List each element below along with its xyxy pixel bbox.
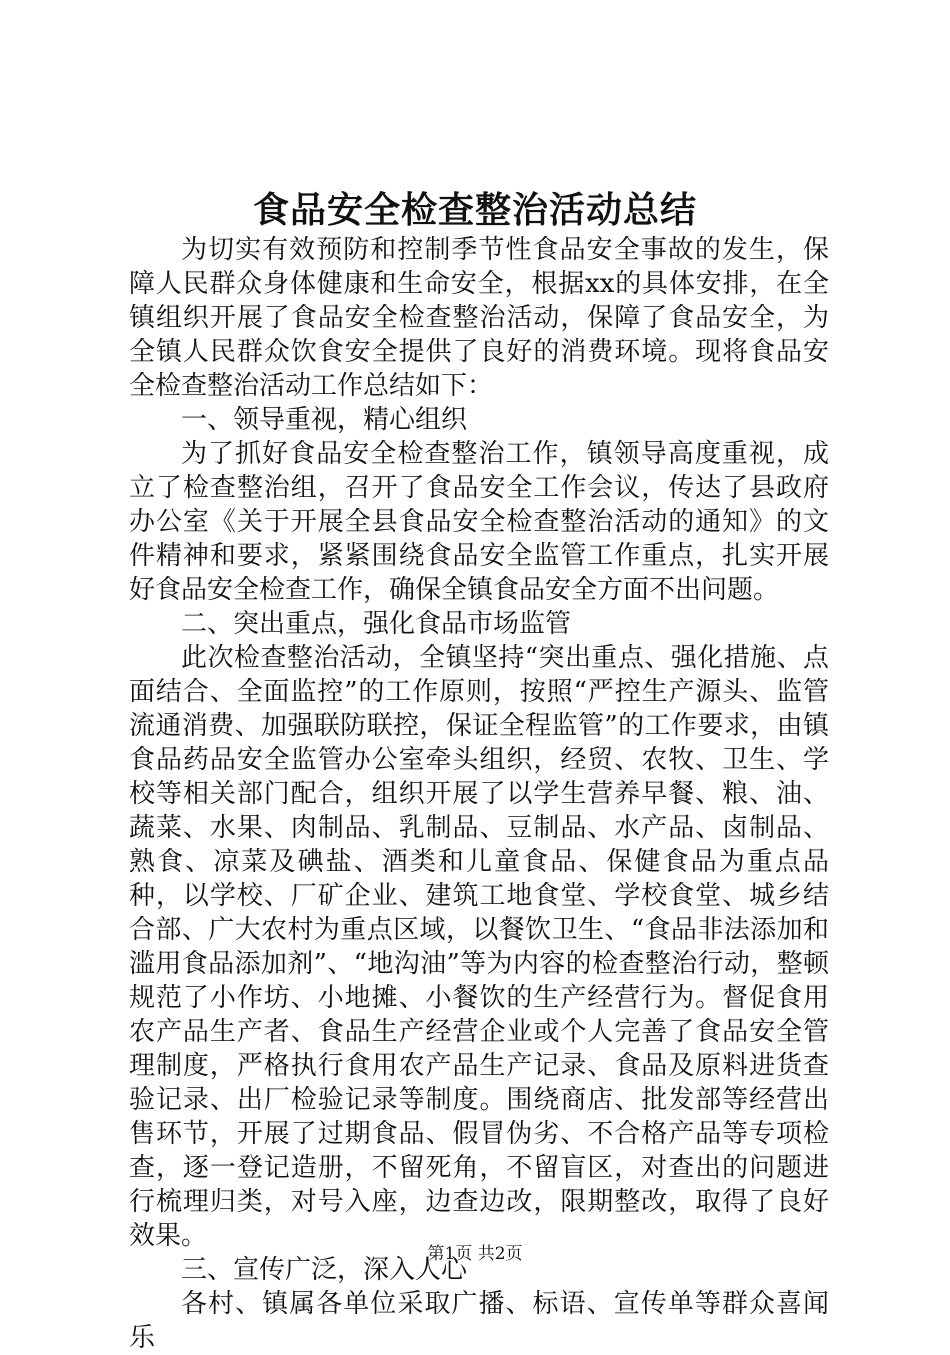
document-body	[129, 233, 829, 1355]
section-heading-1: 一、领导重视，精心组织	[181, 405, 468, 435]
section-2-paragraph: 此次检查整治活动，全镇坚持“突出重点、强化措施、点面结合、全面监控”的工作原则，按照“严控生产源头、监管流通消费、加强联防联控，保证全程监管”的工作要求，由镇食品药品安全监管办公室牵头组织，经贸、农牧、卫生、学校等相关部门配合，组织开展了以学生营养早餐、粮、油、蔬菜、水果、肉制品、乳制品、豆制品、水产品、卤制品、熟食、凉菜及碘盐、酒类和儿童食品、保健食品为重点品种，以学校、厂矿企业、建筑工地食堂、学校食堂、城乡结合部、广大农村为重点区域，以餐饮卫生、“食品非法添加和滥用食品添加剂”、“地沟油”等为内容的检查整治行动，整顿规范了小作坊、小地摊、小餐饮的生产经营行为。督促食用农产品生产者、食品生产经营企业或个人完善了食品安全管理制度，严格执行食用农产品生产记录、食品及原料进货查验记录、出厂检验记录等制度。围绕商店、批发部等经营出售环节，开展了过期食品、假冒伪劣、不合格产品等专项检查，逐一登记造册，不留死角，不留盲区，对查出的问题进行梳理归类，对号入座，边查边改，限期整改，取得了良好效果。	[129, 643, 829, 1251]
page-title: 食品安全检查整治活动总结	[252, 189, 697, 231]
section-heading-2: 二、突出重点，强化食品市场监管	[181, 609, 572, 639]
intro-paragraph: 为切实有效预防和控制季节性食品安全事故的发生，保障人民群众身体健康和生命安全，根据xx的具体安排，在全镇组织开展了食品安全检查整治活动，保障了食品安全，为全镇人民群众饮食安全提供了良好的消费环境。现将食品安全检查整治活动工作总结如下：	[129, 235, 829, 401]
section-1-paragraph: 为了抓好食品安全检查整治工作，镇领导高度重视，成立了检查整治组，召开了食品安全工作会议，传达了县政府办公室《关于开展全县食品安全检查整治活动的通知》的文件精神和要求，紧紧围绕食品安全监管工作重点，扎实开展好食品安全检查工作，确保全镇食品安全方面不出问题。	[129, 439, 829, 605]
section-3-paragraph: 各村、镇属各单位采取广播、标语、宣传单等群众喜闻乐	[129, 1289, 829, 1353]
section-heading-3: 三、宣传广泛，深入人心	[181, 1255, 468, 1285]
page-number-footer: 第1页 共2页	[427, 1244, 523, 1264]
